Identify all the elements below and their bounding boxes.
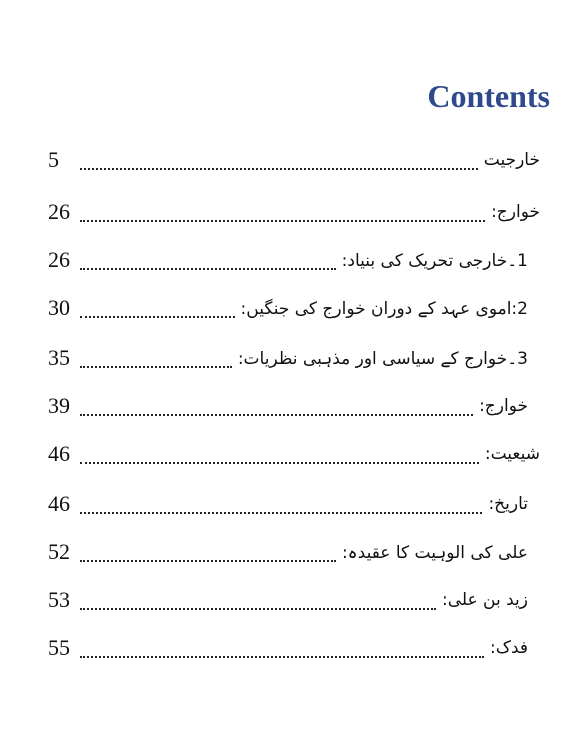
toc-page-number: 52 xyxy=(48,539,70,564)
toc-page-number: 46 xyxy=(48,491,70,516)
toc-page-number: 39 xyxy=(48,393,70,418)
toc-entry-label: زید بن علی: xyxy=(441,590,528,610)
toc-page-number: 5 xyxy=(48,147,59,172)
dot-leader xyxy=(80,558,336,562)
contents-heading: Contents xyxy=(427,78,550,114)
toc-entry xyxy=(48,386,540,426)
toc-page-number: 35 xyxy=(48,345,70,370)
dot-leader xyxy=(80,314,235,318)
dot-leader xyxy=(80,166,478,170)
toc-page-number: 46 xyxy=(48,441,70,466)
toc-page-number: 26 xyxy=(48,247,70,272)
toc-entry-label: خوارج: xyxy=(479,396,528,416)
toc-entry xyxy=(48,240,540,280)
dot-leader xyxy=(80,460,479,464)
toc-entry-label: فدک: xyxy=(490,638,528,658)
toc-entry-label: شیعیت: xyxy=(484,444,540,464)
toc-page-number: 30 xyxy=(48,295,70,320)
toc-entry-label: تاریخ: xyxy=(488,494,528,514)
toc-entry xyxy=(48,628,540,668)
dot-leader xyxy=(80,510,482,514)
toc-page-number: 55 xyxy=(48,635,70,660)
dot-leader xyxy=(80,218,485,222)
toc-entry-label: 3۔خوارج کے سیاسی اور مذہبی نظریات: xyxy=(237,348,528,369)
dot-leader xyxy=(80,606,436,610)
dot-leader xyxy=(80,654,484,658)
toc-entry xyxy=(48,288,540,328)
toc-entry xyxy=(48,580,540,620)
toc-entry xyxy=(48,192,540,232)
toc-entry-label: 1۔خارجی تحریک کی بنیاد: xyxy=(341,250,528,271)
toc-entry-label: خارجیت xyxy=(483,150,540,170)
toc-entry-label: علی کی الوہیت کا عقیدہ: xyxy=(341,542,528,563)
toc-page-number: 53 xyxy=(48,587,70,612)
toc-entry xyxy=(48,532,540,572)
toc-entry-label: خوارج: xyxy=(491,202,540,222)
toc-entry-label: 2:اموی عہد کے دوران خوارج کی جنگیں: xyxy=(240,298,528,319)
dot-leader xyxy=(80,364,232,368)
toc-entry xyxy=(48,434,540,474)
toc-entry xyxy=(48,338,540,378)
dot-leader xyxy=(80,266,336,270)
toc-page-number: 26 xyxy=(48,199,70,224)
dot-leader xyxy=(80,412,473,416)
toc-entry xyxy=(48,140,540,180)
toc-entry xyxy=(48,484,540,524)
